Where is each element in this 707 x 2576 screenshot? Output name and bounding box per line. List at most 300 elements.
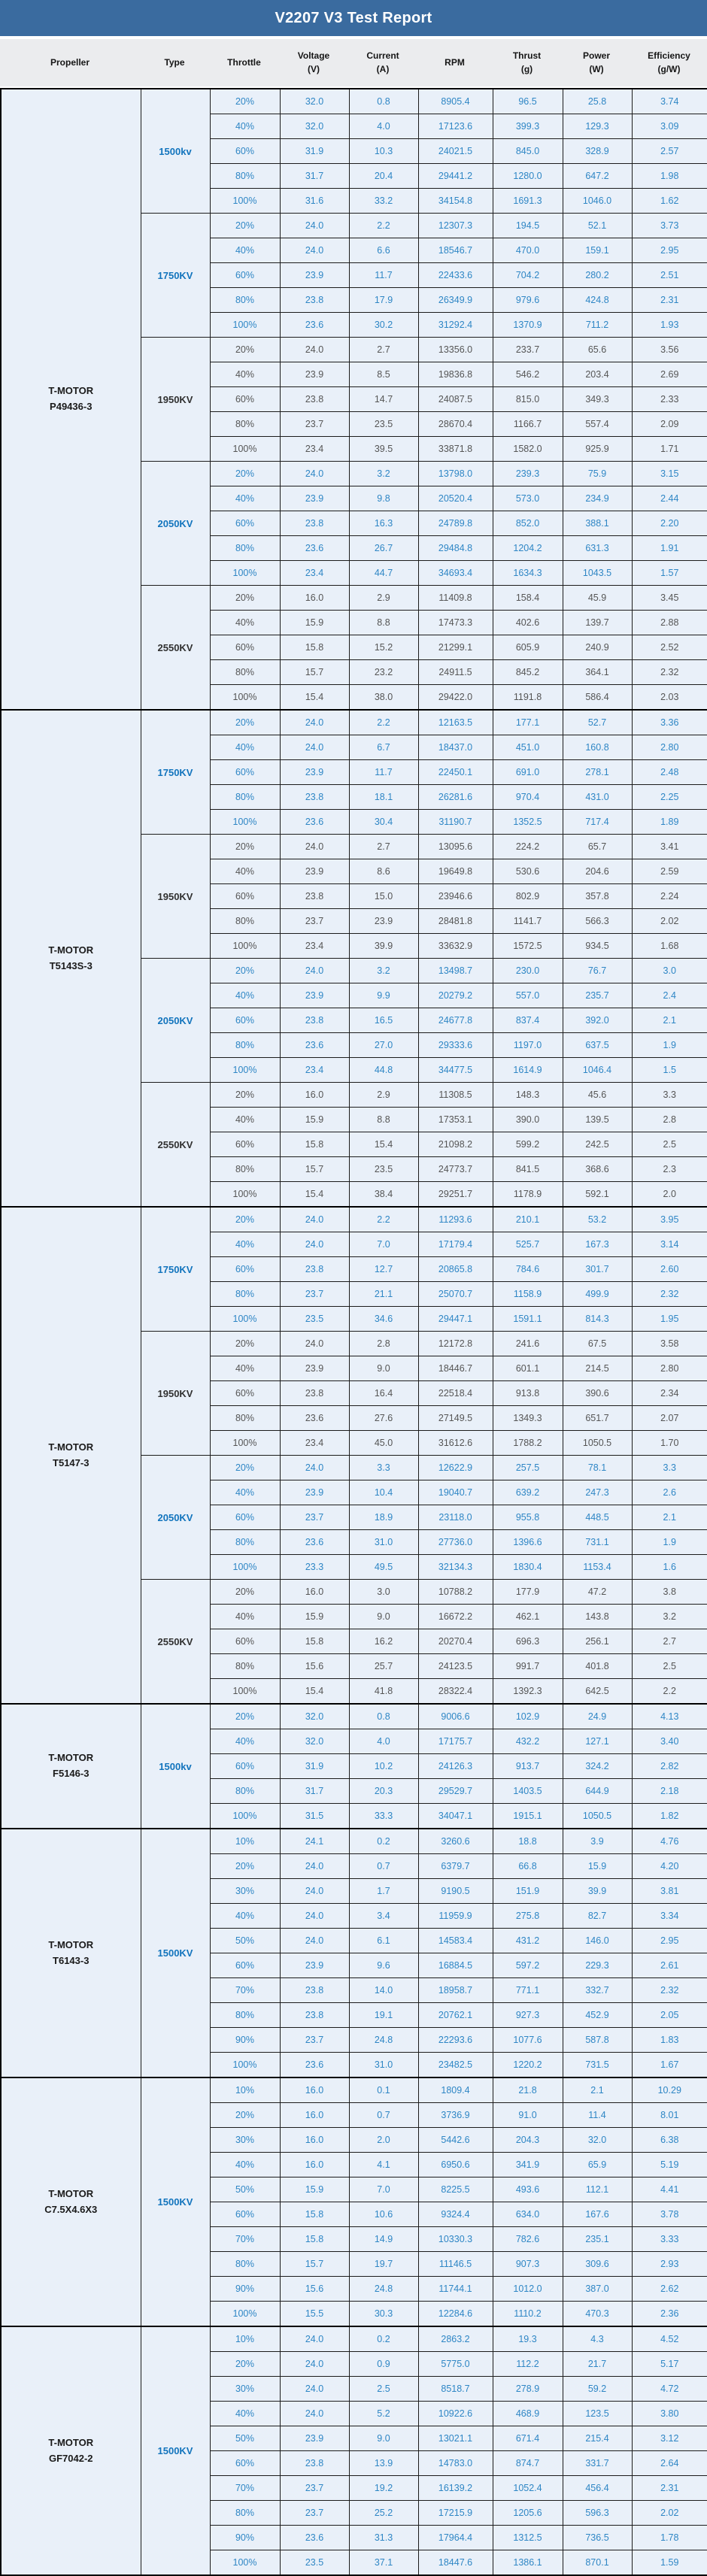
power-cell: 731.1	[563, 1530, 632, 1555]
throttle-cell: 60%	[210, 1754, 280, 1779]
voltage-cell: 23.8	[280, 2003, 349, 2028]
thrust-cell: 1830.4	[493, 1555, 563, 1580]
voltage-cell: 32.0	[280, 1729, 349, 1754]
throttle-cell: 100%	[210, 437, 280, 462]
rpm-cell: 13356.0	[418, 338, 493, 362]
efficiency-cell: 3.15	[632, 462, 707, 486]
rpm-cell: 20865.8	[418, 1257, 493, 1282]
throttle-cell: 40%	[210, 859, 280, 884]
throttle-cell: 40%	[210, 362, 280, 387]
current-cell: 14.0	[349, 1978, 418, 2003]
voltage-cell: 15.8	[280, 635, 349, 660]
rpm-cell: 31292.4	[418, 313, 493, 338]
voltage-cell: 24.0	[280, 2377, 349, 2402]
power-cell: 368.6	[563, 1157, 632, 1182]
current-cell: 30.2	[349, 313, 418, 338]
efficiency-cell: 2.05	[632, 2003, 707, 2028]
current-cell: 9.9	[349, 983, 418, 1008]
current-cell: 0.8	[349, 89, 418, 114]
thrust-cell: 1572.5	[493, 934, 563, 959]
power-cell: 1050.5	[563, 1804, 632, 1829]
current-cell: 9.0	[349, 1356, 418, 1381]
thrust-cell: 784.6	[493, 1257, 563, 1282]
efficiency-cell: 2.59	[632, 859, 707, 884]
power-cell: 129.3	[563, 114, 632, 139]
column-label: Throttle	[227, 56, 261, 68]
thrust-cell: 696.3	[493, 1629, 563, 1654]
throttle-cell: 10%	[210, 1829, 280, 1854]
voltage-cell: 24.0	[280, 835, 349, 859]
rpm-cell: 27149.5	[418, 1406, 493, 1431]
current-cell: 27.0	[349, 1033, 418, 1058]
throttle-cell: 90%	[210, 2526, 280, 2550]
throttle-cell: 60%	[210, 387, 280, 412]
throttle-cell: 40%	[210, 1904, 280, 1929]
rpm-cell: 14583.4	[418, 1929, 493, 1953]
power-cell: 1046.0	[563, 189, 632, 214]
column-unit: (g)	[520, 63, 533, 74]
rpm-cell: 9190.5	[418, 1879, 493, 1904]
power-cell: 331.7	[563, 2451, 632, 2476]
throttle-cell: 80%	[210, 1779, 280, 1804]
voltage-cell: 15.8	[280, 1132, 349, 1157]
power-cell: 15.9	[563, 1854, 632, 1879]
throttle-cell: 100%	[210, 1182, 280, 1208]
thrust-cell: 1191.8	[493, 685, 563, 711]
rpm-cell: 22433.6	[418, 263, 493, 288]
voltage-cell: 15.7	[280, 2252, 349, 2277]
rpm-cell: 24123.5	[418, 1654, 493, 1679]
efficiency-cell: 3.58	[632, 1332, 707, 1356]
type-cell: 1750KV	[141, 1207, 210, 1332]
voltage-cell: 23.9	[280, 1356, 349, 1381]
power-cell: 247.3	[563, 1480, 632, 1505]
power-cell: 566.3	[563, 909, 632, 934]
power-cell: 364.1	[563, 660, 632, 685]
power-cell: 647.2	[563, 164, 632, 189]
voltage-cell: 23.4	[280, 934, 349, 959]
column-header-thrust	[492, 50, 562, 76]
voltage-cell: 23.8	[280, 387, 349, 412]
voltage-cell: 31.7	[280, 164, 349, 189]
power-cell: 139.5	[563, 1108, 632, 1132]
throttle-cell: 20%	[210, 710, 280, 735]
thrust-cell: 639.2	[493, 1480, 563, 1505]
column-header-row	[0, 39, 707, 86]
current-cell: 0.7	[349, 1854, 418, 1879]
voltage-cell: 15.4	[280, 1679, 349, 1705]
current-cell: 10.3	[349, 139, 418, 164]
voltage-cell: 24.0	[280, 1456, 349, 1480]
efficiency-cell: 8.01	[632, 2103, 707, 2128]
rpm-cell: 11293.6	[418, 1207, 493, 1232]
throttle-cell: 20%	[210, 462, 280, 486]
throttle-cell: 30%	[210, 1879, 280, 1904]
rpm-cell: 3260.6	[418, 1829, 493, 1854]
current-cell: 26.7	[349, 536, 418, 561]
column-label: RPM	[445, 56, 465, 68]
thrust-cell: 1110.2	[493, 2302, 563, 2327]
rpm-cell: 13798.0	[418, 462, 493, 486]
current-cell: 31.3	[349, 2526, 418, 2550]
power-cell: 328.9	[563, 139, 632, 164]
efficiency-cell: 2.48	[632, 760, 707, 785]
voltage-cell: 24.0	[280, 1879, 349, 1904]
efficiency-cell: 1.89	[632, 810, 707, 835]
current-cell: 38.0	[349, 685, 418, 711]
rpm-cell: 29333.6	[418, 1033, 493, 1058]
voltage-cell: 23.8	[280, 1381, 349, 1406]
throttle-cell: 80%	[210, 412, 280, 437]
power-cell: 52.7	[563, 710, 632, 735]
power-cell: 387.0	[563, 2277, 632, 2302]
rpm-cell: 24021.5	[418, 139, 493, 164]
efficiency-cell: 1.93	[632, 313, 707, 338]
voltage-cell: 15.4	[280, 1182, 349, 1208]
throttle-cell: 20%	[210, 586, 280, 611]
throttle-cell: 80%	[210, 1157, 280, 1182]
column-header-throttle	[209, 56, 279, 69]
voltage-cell: 31.7	[280, 1779, 349, 1804]
column-label: Efficiency	[648, 50, 690, 62]
throttle-cell: 20%	[210, 2352, 280, 2377]
rpm-cell: 23946.6	[418, 884, 493, 909]
power-cell: 256.1	[563, 1629, 632, 1654]
voltage-cell: 16.0	[280, 2153, 349, 2177]
current-cell: 10.2	[349, 1754, 418, 1779]
current-cell: 2.7	[349, 835, 418, 859]
current-cell: 23.2	[349, 660, 418, 685]
efficiency-cell: 1.9	[632, 1530, 707, 1555]
throttle-cell: 100%	[210, 2302, 280, 2327]
rpm-cell: 17473.3	[418, 611, 493, 635]
current-cell: 11.7	[349, 263, 418, 288]
current-cell: 16.4	[349, 1381, 418, 1406]
throttle-cell: 20%	[210, 1854, 280, 1879]
propeller-name-line: T5147-3	[53, 1456, 90, 1468]
voltage-cell: 15.9	[280, 611, 349, 635]
voltage-cell: 23.9	[280, 760, 349, 785]
efficiency-cell: 2.88	[632, 611, 707, 635]
voltage-cell: 16.0	[280, 586, 349, 611]
power-cell: 631.3	[563, 536, 632, 561]
thrust-cell: 462.1	[493, 1605, 563, 1629]
rpm-cell: 34047.1	[418, 1804, 493, 1829]
thrust-cell: 913.7	[493, 1754, 563, 1779]
thrust-cell: 1197.0	[493, 1033, 563, 1058]
thrust-cell: 431.2	[493, 1929, 563, 1953]
voltage-cell: 15.9	[280, 2177, 349, 2202]
power-cell: 499.9	[563, 1282, 632, 1307]
rpm-cell: 26349.9	[418, 288, 493, 313]
current-cell: 18.9	[349, 1505, 418, 1530]
thrust-cell: 493.6	[493, 2177, 563, 2202]
column-header-propeller	[0, 56, 140, 69]
rpm-cell: 8905.4	[418, 89, 493, 114]
voltage-cell: 23.8	[280, 1978, 349, 2003]
efficiency-cell: 1.82	[632, 1804, 707, 1829]
rpm-cell: 2863.2	[418, 2326, 493, 2352]
efficiency-cell: 3.95	[632, 1207, 707, 1232]
current-cell: 0.2	[349, 2326, 418, 2352]
power-cell: 1043.5	[563, 561, 632, 586]
efficiency-cell: 2.1	[632, 1505, 707, 1530]
power-cell: 278.1	[563, 760, 632, 785]
type-cell: 1500KV	[141, 2077, 210, 2326]
current-cell: 24.8	[349, 2028, 418, 2053]
thrust-cell: 275.8	[493, 1904, 563, 1929]
rpm-cell: 6950.6	[418, 2153, 493, 2177]
current-cell: 33.2	[349, 189, 418, 214]
rpm-cell: 10330.3	[418, 2227, 493, 2252]
thrust-cell: 1077.6	[493, 2028, 563, 2053]
power-cell: 388.1	[563, 511, 632, 536]
power-cell: 78.1	[563, 1456, 632, 1480]
rpm-cell: 18446.7	[418, 1356, 493, 1381]
efficiency-cell: 10.29	[632, 2077, 707, 2103]
power-cell: 349.3	[563, 387, 632, 412]
throttle-cell: 60%	[210, 2202, 280, 2227]
efficiency-cell: 2.02	[632, 909, 707, 934]
power-cell: 456.4	[563, 2476, 632, 2501]
current-cell: 0.7	[349, 2103, 418, 2128]
thrust-cell: 1205.6	[493, 2501, 563, 2526]
power-cell: 67.5	[563, 1332, 632, 1356]
current-cell: 4.0	[349, 1729, 418, 1754]
thrust-cell: 573.0	[493, 486, 563, 511]
voltage-cell: 24.0	[280, 1232, 349, 1257]
current-cell: 16.2	[349, 1629, 418, 1654]
thrust-cell: 341.9	[493, 2153, 563, 2177]
throttle-cell: 40%	[210, 735, 280, 760]
thrust-cell: 1220.2	[493, 2053, 563, 2078]
thrust-cell: 468.9	[493, 2402, 563, 2426]
efficiency-cell: 2.4	[632, 983, 707, 1008]
power-cell: 123.5	[563, 2402, 632, 2426]
current-cell: 7.0	[349, 2177, 418, 2202]
throttle-cell: 100%	[210, 2550, 280, 2576]
current-cell: 9.6	[349, 1953, 418, 1978]
current-cell: 0.2	[349, 1829, 418, 1854]
efficiency-cell: 1.59	[632, 2550, 707, 2576]
rpm-cell: 13021.1	[418, 2426, 493, 2451]
thrust-cell: 1141.7	[493, 909, 563, 934]
efficiency-cell: 4.20	[632, 1854, 707, 1879]
efficiency-cell: 2.24	[632, 884, 707, 909]
type-cell: 1950KV	[141, 835, 210, 959]
report-title-bar	[0, 0, 707, 36]
current-cell: 2.8	[349, 1332, 418, 1356]
throttle-cell: 40%	[210, 1232, 280, 1257]
efficiency-cell: 3.41	[632, 835, 707, 859]
power-cell: 587.8	[563, 2028, 632, 2053]
power-cell: 215.4	[563, 2426, 632, 2451]
voltage-cell: 15.8	[280, 2227, 349, 2252]
throttle-cell: 20%	[210, 214, 280, 238]
efficiency-cell: 3.40	[632, 1729, 707, 1754]
voltage-cell: 15.5	[280, 2302, 349, 2327]
type-cell: 2550KV	[141, 1083, 210, 1208]
power-cell: 925.9	[563, 437, 632, 462]
rpm-cell: 20520.4	[418, 486, 493, 511]
rpm-cell: 17175.7	[418, 1729, 493, 1754]
current-cell: 27.6	[349, 1406, 418, 1431]
power-cell: 167.3	[563, 1232, 632, 1257]
rpm-cell: 21098.2	[418, 1132, 493, 1157]
throttle-cell: 70%	[210, 2227, 280, 2252]
throttle-cell: 70%	[210, 2476, 280, 2501]
current-cell: 4.0	[349, 114, 418, 139]
column-unit: (g/W)	[657, 63, 681, 74]
type-cell: 1950KV	[141, 338, 210, 462]
current-cell: 2.0	[349, 2128, 418, 2153]
rpm-cell: 22450.1	[418, 760, 493, 785]
throttle-cell: 80%	[210, 2252, 280, 2277]
current-cell: 14.9	[349, 2227, 418, 2252]
current-cell: 23.9	[349, 909, 418, 934]
power-cell: 324.2	[563, 1754, 632, 1779]
power-cell: 65.6	[563, 338, 632, 362]
efficiency-cell: 1.62	[632, 189, 707, 214]
throttle-cell: 70%	[210, 1978, 280, 2003]
rpm-cell: 20762.1	[418, 2003, 493, 2028]
voltage-cell: 23.9	[280, 2426, 349, 2451]
voltage-cell: 23.6	[280, 536, 349, 561]
efficiency-cell: 2.8	[632, 1108, 707, 1132]
thrust-cell: 597.2	[493, 1953, 563, 1978]
efficiency-cell: 1.98	[632, 164, 707, 189]
rpm-cell: 11308.5	[418, 1083, 493, 1108]
voltage-cell: 23.7	[280, 2028, 349, 2053]
rpm-cell: 14783.0	[418, 2451, 493, 2476]
voltage-cell: 23.6	[280, 1530, 349, 1555]
efficiency-cell: 2.36	[632, 2302, 707, 2327]
propeller-cell	[1, 89, 141, 710]
column-header-type	[140, 56, 209, 69]
propeller-name-line: C7.5X4.6X3	[44, 2203, 98, 2215]
rpm-cell: 29484.8	[418, 536, 493, 561]
power-cell: 448.5	[563, 1505, 632, 1530]
throttle-cell: 60%	[210, 635, 280, 660]
rpm-cell: 29447.1	[418, 1307, 493, 1332]
power-cell: 642.5	[563, 1679, 632, 1705]
current-cell: 6.1	[349, 1929, 418, 1953]
thrust-cell: 1052.4	[493, 2476, 563, 2501]
type-cell: 1950KV	[141, 1332, 210, 1456]
power-cell: 65.7	[563, 835, 632, 859]
efficiency-cell: 2.20	[632, 511, 707, 536]
rpm-cell: 34477.5	[418, 1058, 493, 1083]
throttle-cell: 80%	[210, 1406, 280, 1431]
voltage-cell: 15.8	[280, 1629, 349, 1654]
power-cell: 65.9	[563, 2153, 632, 2177]
rpm-cell: 11409.8	[418, 586, 493, 611]
thrust-cell: 102.9	[493, 1704, 563, 1729]
efficiency-cell: 2.3	[632, 1157, 707, 1182]
thrust-cell: 815.0	[493, 387, 563, 412]
voltage-cell: 23.6	[280, 1406, 349, 1431]
throttle-cell: 60%	[210, 760, 280, 785]
thrust-cell: 1582.0	[493, 437, 563, 462]
thrust-cell: 402.6	[493, 611, 563, 635]
rpm-cell: 5775.0	[418, 2352, 493, 2377]
power-cell: 390.6	[563, 1381, 632, 1406]
rpm-cell: 28670.4	[418, 412, 493, 437]
efficiency-cell: 2.02	[632, 2501, 707, 2526]
efficiency-cell: 2.0	[632, 1182, 707, 1208]
type-cell: 2550KV	[141, 1580, 210, 1705]
throttle-cell: 80%	[210, 536, 280, 561]
efficiency-cell: 4.72	[632, 2377, 707, 2402]
thrust-cell: 841.5	[493, 1157, 563, 1182]
current-cell: 45.0	[349, 1431, 418, 1456]
type-cell: 1500kv	[141, 89, 210, 214]
thrust-cell: 927.3	[493, 2003, 563, 2028]
current-cell: 7.0	[349, 1232, 418, 1257]
voltage-cell: 23.7	[280, 909, 349, 934]
thrust-cell: 151.9	[493, 1879, 563, 1904]
throttle-cell: 60%	[210, 1008, 280, 1033]
thrust-cell: 955.8	[493, 1505, 563, 1530]
throttle-cell: 80%	[210, 1282, 280, 1307]
thrust-cell: 177.9	[493, 1580, 563, 1605]
rpm-cell: 29529.7	[418, 1779, 493, 1804]
power-cell: 21.7	[563, 2352, 632, 2377]
throttle-cell: 40%	[210, 983, 280, 1008]
rpm-cell: 24087.5	[418, 387, 493, 412]
type-cell: 1750KV	[141, 214, 210, 338]
rpm-cell: 3736.9	[418, 2103, 493, 2128]
power-cell: 127.1	[563, 1729, 632, 1754]
rpm-cell: 24911.5	[418, 660, 493, 685]
efficiency-cell: 2.51	[632, 263, 707, 288]
voltage-cell: 23.5	[280, 1307, 349, 1332]
current-cell: 39.9	[349, 934, 418, 959]
current-cell: 19.2	[349, 2476, 418, 2501]
voltage-cell: 24.0	[280, 462, 349, 486]
voltage-cell: 15.9	[280, 1108, 349, 1132]
current-cell: 5.2	[349, 2402, 418, 2426]
throttle-cell: 50%	[210, 2177, 280, 2202]
throttle-cell: 60%	[210, 511, 280, 536]
power-cell: 392.0	[563, 1008, 632, 1033]
thrust-cell: 278.9	[493, 2377, 563, 2402]
efficiency-cell: 4.13	[632, 1704, 707, 1729]
propeller-name-line: T6143-3	[53, 1954, 90, 1966]
power-cell: 167.6	[563, 2202, 632, 2227]
rpm-cell: 22518.4	[418, 1381, 493, 1406]
throttle-cell: 100%	[210, 2053, 280, 2078]
current-cell: 0.9	[349, 2352, 418, 2377]
rpm-cell: 24677.8	[418, 1008, 493, 1033]
thrust-cell: 1403.5	[493, 1779, 563, 1804]
rpm-cell: 11146.5	[418, 2252, 493, 2277]
power-cell: 235.1	[563, 2227, 632, 2252]
throttle-cell: 40%	[210, 2153, 280, 2177]
throttle-cell: 20%	[210, 1580, 280, 1605]
column-header-voltage	[279, 50, 348, 76]
power-cell: 146.0	[563, 1929, 632, 1953]
power-cell: 1046.4	[563, 1058, 632, 1083]
voltage-cell: 31.6	[280, 189, 349, 214]
propeller-name-line: T-MOTOR	[48, 1938, 94, 1950]
throttle-cell: 100%	[210, 810, 280, 835]
current-cell: 14.7	[349, 387, 418, 412]
type-cell: 1750KV	[141, 710, 210, 835]
throttle-cell: 100%	[210, 561, 280, 586]
voltage-cell: 23.9	[280, 983, 349, 1008]
power-cell: 870.1	[563, 2550, 632, 2576]
